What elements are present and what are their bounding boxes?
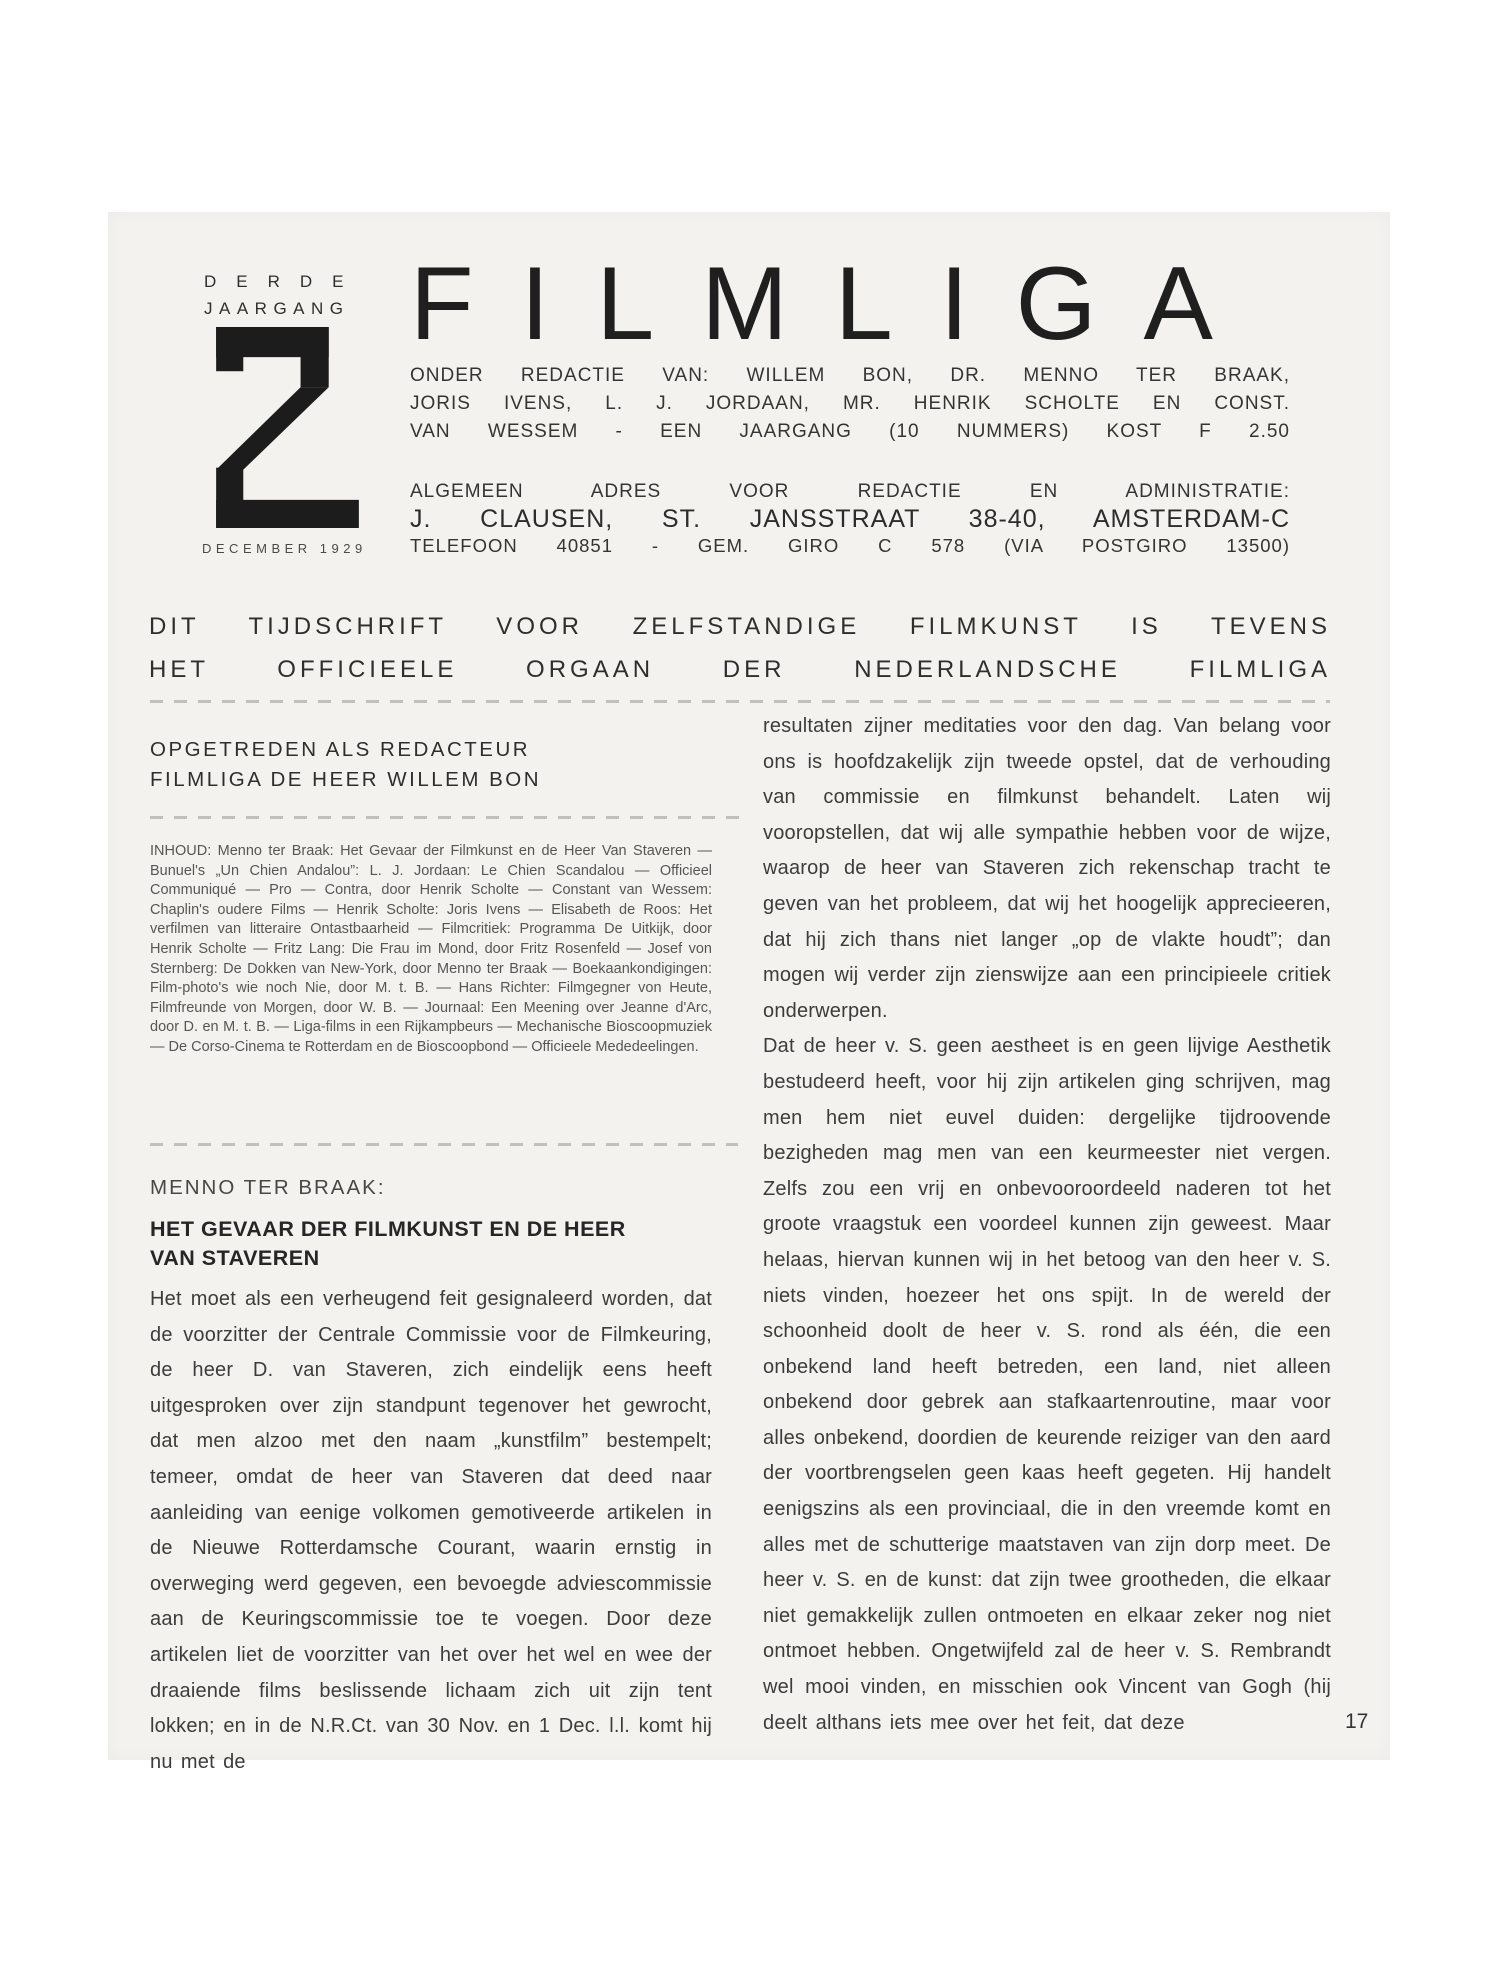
article-paragraph: Dat de heer v. S. geen aestheet is en geen lijvige Aesthetik bestudeerd heeft, voor hij zijn artikelen ging schrijven, mag men hem niet euvel duiden: dergelijke tijdroovende bezigheden mag men van een keurmeester niet vergen. Zelfs zou een vrij en onbevooroordeeld naderen tot het groote vraagstuk een voordeel kunnen zijn geweest. Maar helaas, hiervan kunnen wij in het betoog van den heer v. S. niets vinden, hoezeer het ons spijt. In de wereld der schoonheid doolt de heer v. S. rond als één, die een onbekend land heeft betreden, een land, niet alleen onbekend door gebrek aan stafkaartenroutine, maar voor alles onbekend, doordien de keurende reiziger van den aard der voortbrengselen geen kaas heeft gegeten. Hij handelt eenigszins als een provinciaal, die in den vreemde komt en alles met de schutterige maatstaven van zijn dorp meet. De heer v. S. en de kunst: dat zijn twee grootheden, die elkaar niet gemakkelijk zullen ontmoeten en elkaar zeker nog niet ontmoet hebben. Ongetwijfeld zal de heer v. S. Rembrandt wel mooi vinden, en misschien ook Vincent van Gogh (hij deelt althans iets mee over het feit, dat deze <box>763 1035 1331 1734</box>
editors-line: ONDER REDACTIE VAN: WILLEM BON, DR. MENNO TER BRAAK, <box>410 365 1290 386</box>
table-of-contents: INHOUD: Menno ter Braak: Het Gevaar der Filmkunst en de Heer Van Staveren — Bunuel's „Un Chien Andalou”: L. J. Jordaan: Le Chien Scandalou — Officieel Communiqué — Pro — Contra, door Henrik Scholte — Constant van Wessem: Chaplin's oudere Films — Henrik Scholte: Joris Ivens — Elisabeth de Roos: Het verfilmen van litteraire Ontastbaarheid — Filmcritiek: Programma De Uitkijk, door Henrik Scholte — Fritz Lang: Die Frau im Mond, door Fritz Rosenfeld — Josef von Sternberg: De Dokken van New-York, door Menno ter Braak — Boekaankondigingen: Film-photo's wie noch Nie, door M. t. B. — Hans Richter: Filmgegner von Heute, Filmfreunde von Morgen, door W. B. — Journaal: Een Meening over Jeanne d'Arc, door D. en M. t. B. — Liga-films in een Rijkampbeurs — Mechanische Bioscoopmuziek — De Corso-Cinema te Rotterdam en de Bioscoopbond — Officieele Mededeelingen. <box>150 843 712 1055</box>
announcement-line-1: OPGETREDEN ALS REDACTEUR <box>150 738 531 761</box>
article-body-right-column <box>763 709 1331 1741</box>
announcement-line-2: FILMLIGA DE HEER WILLEM BON <box>150 768 542 791</box>
editors-line: VAN WESSEM - EEN JAARGANG (10 NUMMERS) KOST F 2.50 <box>410 421 1290 442</box>
banner-line-2: HET OFFICIEELE ORGAAN DER NEDERLANDSCHE FILMLIGA <box>149 656 1331 683</box>
editors-line: JORIS IVENS, L. J. JORDAAN, MR. HENRIK SCHOLTE EN CONST. <box>410 393 1290 414</box>
article-title-line-2: VAN STAVEREN <box>150 1246 320 1270</box>
issue-number-glyph <box>216 327 359 528</box>
dashed-rule <box>150 816 742 819</box>
dashed-rule <box>150 1143 738 1146</box>
banner-line-1: DIT TIJDSCHRIFT VOOR ZELFSTANDIGE FILMKUNST IS TEVENS <box>149 613 1331 640</box>
address-line: J. CLAUSEN, ST. JANSSTRAAT 38-40, AMSTERDAM-C <box>410 505 1290 533</box>
address-line: ALGEMEEN ADRES VOOR REDACTIE EN ADMINISTRATIE: <box>410 481 1290 502</box>
article-paragraph: resultaten zijner meditaties voor den dag. Van belang voor ons is hoofdzakelijk zijn tweede opstel, dat de verhouding van commissie en filmkunst behandelt. Laten wij vooropstellen, dat wij alle sympathie hebben voor de wijze, waarop de heer van Staveren zich rekenschap tracht te geven van het probleem, dat wij het hoogelijk apprecieeren, dat hij zich thans niet langer „op de vlakte houdt”; dan mogen wij verder zijn zienswijze aan een principieele critiek onderwerpen. <box>763 715 1331 1022</box>
dashed-rule <box>150 700 1330 703</box>
issue-date: DECEMBER 1929 <box>202 541 367 556</box>
article-title-line-1: HET GEVAAR DER FILMKUNST EN DE HEER <box>150 1217 626 1241</box>
volume-line-2: JAARGANG <box>204 299 350 318</box>
volume-line-1: DERDE <box>204 272 364 291</box>
article-body-left-column: Het moet als een verheugend feit gesignaleerd worden, dat de voorzitter der Centrale Commissie voor de Filmkeuring, de heer D. van Staveren, zich eindelijk eens heeft uitgesproken over zijn standpunt tegenover het gewrocht, dat men alzoo met den naam „kunstfilm” bestempelt; temeer, omdat de heer van Staveren dat deed naar aanleiding van eenige volkomen gemotiveerde artikelen in de Nieuwe Rotterdamsche Courant, waarin ernstig in overweging werd gegeven, een bevoegde adviescommissie aan de Keuringscommissie toe te voegen. Door deze artikelen liet de voorzitter van het over het wel en wee der draaiende films beslissende lichaam zich uit zijn tent lokken; en in de N.R.Ct. van 30 Nov. en 1 Dec. l.l. komt hij nu met de <box>150 1288 712 1773</box>
page-number: 17 <box>1345 1710 1369 1733</box>
address-line: TELEFOON 40851 - GEM. GIRO C 578 (VIA POSTGIRO 13500) <box>410 535 1290 556</box>
article-author: MENNO TER BRAAK: <box>150 1176 386 1199</box>
magazine-title: FILMLIGA <box>410 246 1260 362</box>
